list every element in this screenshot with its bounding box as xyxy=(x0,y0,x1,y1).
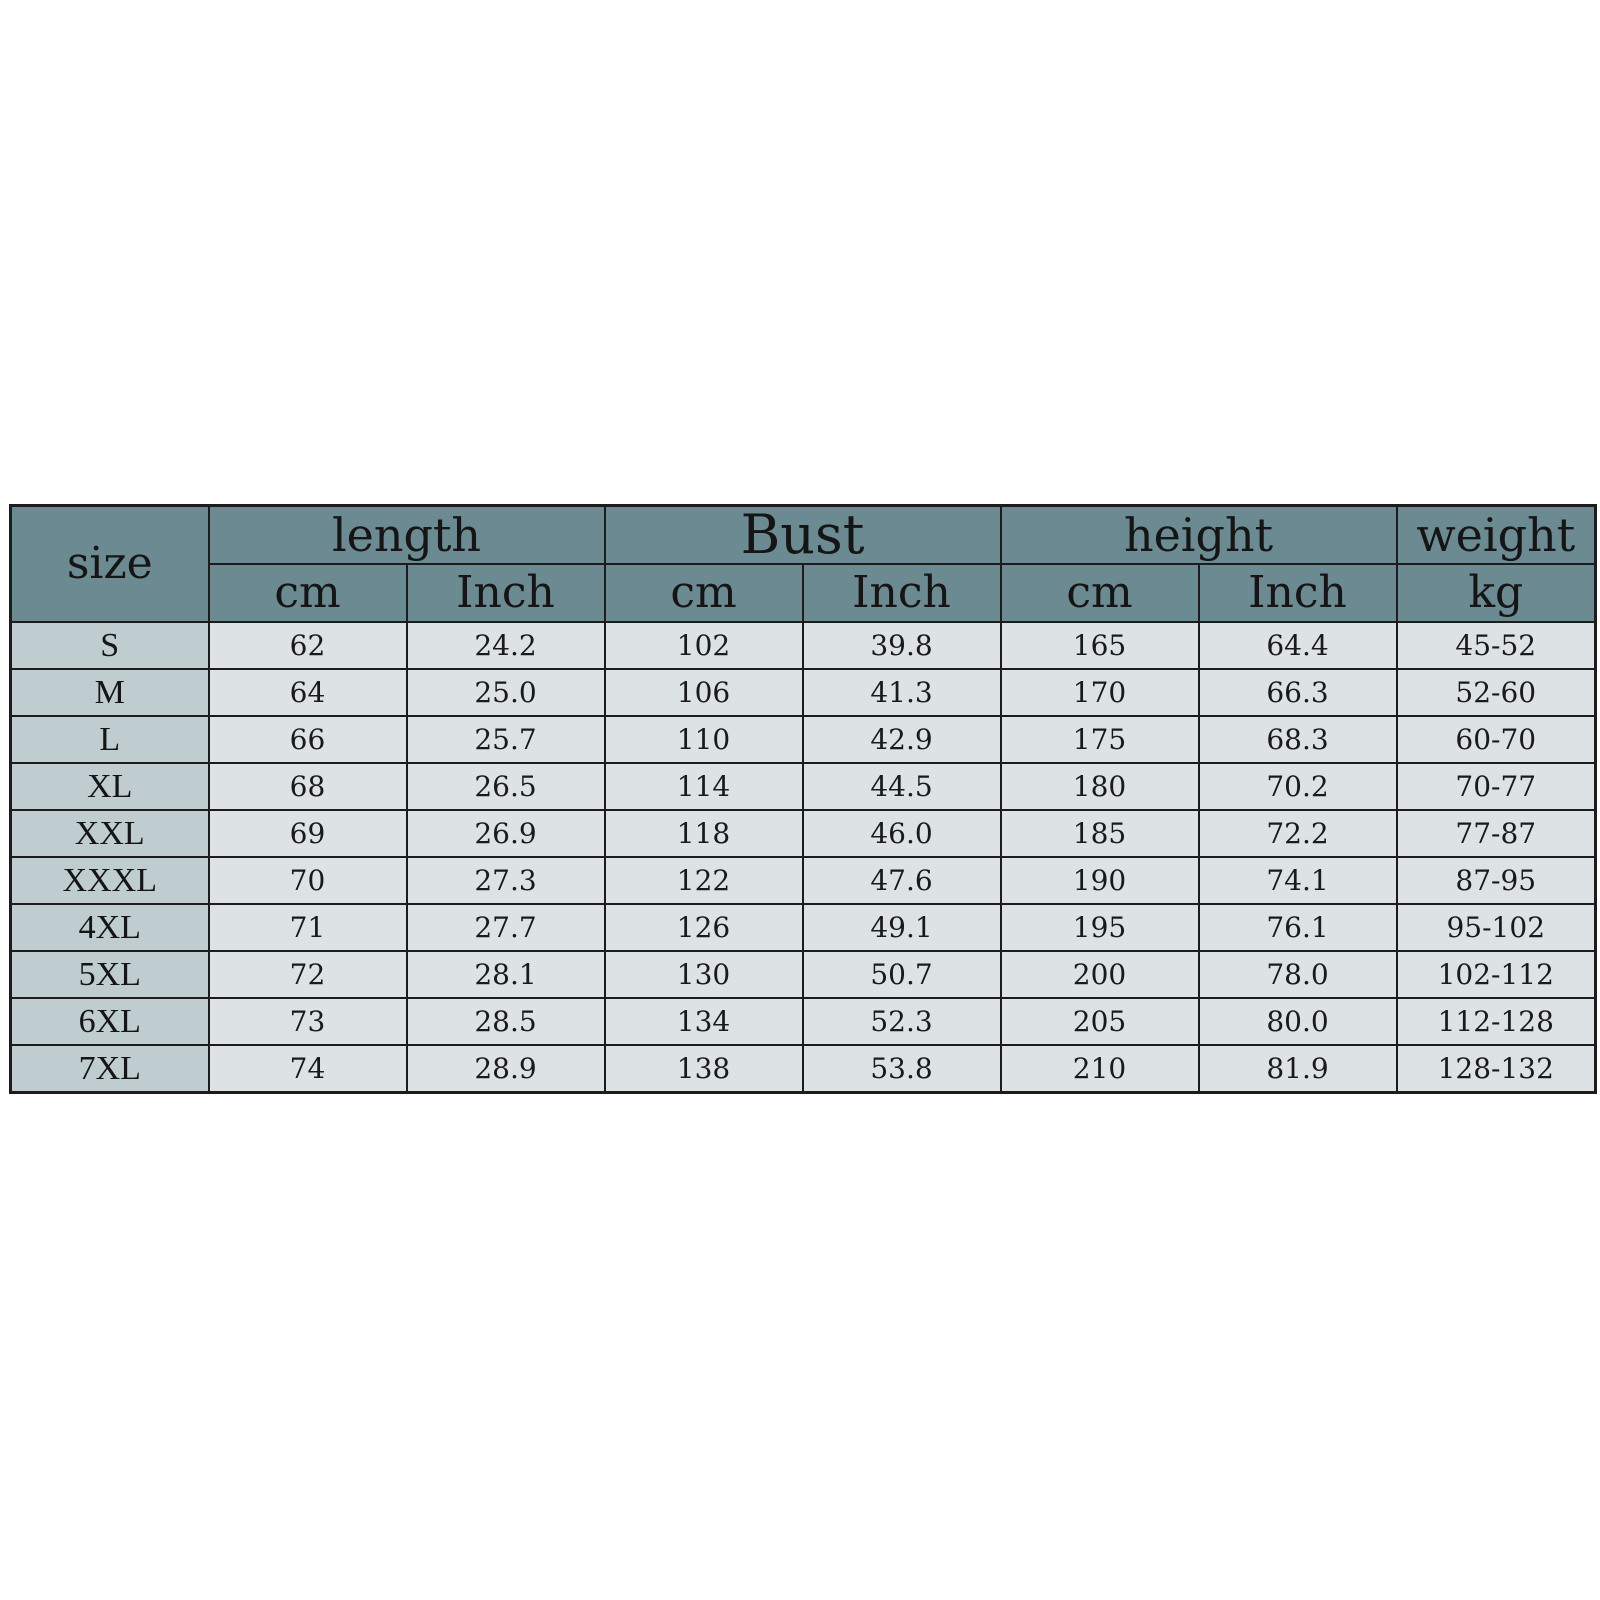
length-inch-header: Inch xyxy=(407,564,605,622)
size-cell: XL xyxy=(11,763,209,810)
bust-cm-cell: 114 xyxy=(605,763,803,810)
height-inch-cell: 81.9 xyxy=(1199,1045,1397,1093)
length-inch-cell: 28.1 xyxy=(407,951,605,998)
length-inch-cell: 26.9 xyxy=(407,810,605,857)
length-inch-cell: 26.5 xyxy=(407,763,605,810)
weight-kg-cell: 70-77 xyxy=(1397,763,1596,810)
bust-inch-cell: 47.6 xyxy=(803,857,1001,904)
size-cell: 5XL xyxy=(11,951,209,998)
bust-header: Bust xyxy=(605,506,1001,565)
height-inch-cell: 70.2 xyxy=(1199,763,1397,810)
bust-cm-cell: 110 xyxy=(605,716,803,763)
table-body xyxy=(11,622,1596,1093)
table-row xyxy=(11,669,1596,716)
bust-inch-cell: 53.8 xyxy=(803,1045,1001,1093)
height-inch-cell: 64.4 xyxy=(1199,622,1397,669)
bust-cm-cell: 118 xyxy=(605,810,803,857)
table-row xyxy=(11,951,1596,998)
height-header: height xyxy=(1001,506,1397,565)
weight-kg-cell: 77-87 xyxy=(1397,810,1596,857)
weight-kg-header: kg xyxy=(1397,564,1596,622)
height-cm-cell: 185 xyxy=(1001,810,1199,857)
weight-header: weight xyxy=(1397,506,1596,565)
weight-kg-cell: 95-102 xyxy=(1397,904,1596,951)
size-cell: 6XL xyxy=(11,998,209,1045)
height-cm-cell: 170 xyxy=(1001,669,1199,716)
length-inch-cell: 24.2 xyxy=(407,622,605,669)
height-cm-cell: 200 xyxy=(1001,951,1199,998)
weight-kg-cell: 128-132 xyxy=(1397,1045,1596,1093)
bust-inch-cell: 46.0 xyxy=(803,810,1001,857)
length-cm-cell: 72 xyxy=(209,951,407,998)
bust-inch-cell: 41.3 xyxy=(803,669,1001,716)
height-inch-cell: 78.0 xyxy=(1199,951,1397,998)
weight-kg-cell: 52-60 xyxy=(1397,669,1596,716)
weight-kg-cell: 60-70 xyxy=(1397,716,1596,763)
table-row xyxy=(11,716,1596,763)
table-row xyxy=(11,904,1596,951)
length-cm-cell: 64 xyxy=(209,669,407,716)
bust-inch-cell: 42.9 xyxy=(803,716,1001,763)
bust-inch-cell: 44.5 xyxy=(803,763,1001,810)
height-inch-cell: 66.3 xyxy=(1199,669,1397,716)
header-group-row xyxy=(11,506,1596,565)
bust-cm-cell: 130 xyxy=(605,951,803,998)
bust-cm-cell: 106 xyxy=(605,669,803,716)
height-inch-cell: 74.1 xyxy=(1199,857,1397,904)
height-inch-cell: 72.2 xyxy=(1199,810,1397,857)
height-inch-cell: 76.1 xyxy=(1199,904,1397,951)
size-cell: XXL xyxy=(11,810,209,857)
length-cm-cell: 68 xyxy=(209,763,407,810)
table-row xyxy=(11,810,1596,857)
bust-cm-cell: 102 xyxy=(605,622,803,669)
height-inch-header: Inch xyxy=(1199,564,1397,622)
weight-kg-cell: 87-95 xyxy=(1397,857,1596,904)
table-row xyxy=(11,622,1596,669)
height-cm-cell: 180 xyxy=(1001,763,1199,810)
height-cm-cell: 165 xyxy=(1001,622,1199,669)
length-cm-header: cm xyxy=(209,564,407,622)
length-inch-cell: 25.7 xyxy=(407,716,605,763)
length-cm-cell: 69 xyxy=(209,810,407,857)
bust-inch-cell: 39.8 xyxy=(803,622,1001,669)
bust-inch-cell: 49.1 xyxy=(803,904,1001,951)
weight-kg-cell: 112-128 xyxy=(1397,998,1596,1045)
height-cm-cell: 205 xyxy=(1001,998,1199,1045)
size-cell: L xyxy=(11,716,209,763)
height-cm-cell: 175 xyxy=(1001,716,1199,763)
table-row xyxy=(11,857,1596,904)
height-inch-cell: 68.3 xyxy=(1199,716,1397,763)
size-chart-table xyxy=(9,504,1597,1094)
length-cm-cell: 66 xyxy=(209,716,407,763)
length-inch-cell: 27.7 xyxy=(407,904,605,951)
bust-inch-header: Inch xyxy=(803,564,1001,622)
length-cm-cell: 74 xyxy=(209,1045,407,1093)
table-row xyxy=(11,998,1596,1045)
header-unit-row xyxy=(11,564,1596,622)
size-cell: XXXL xyxy=(11,857,209,904)
length-inch-cell: 28.9 xyxy=(407,1045,605,1093)
size-cell: S xyxy=(11,622,209,669)
weight-kg-cell: 45-52 xyxy=(1397,622,1596,669)
length-inch-cell: 25.0 xyxy=(407,669,605,716)
table-header xyxy=(11,506,1596,623)
bust-inch-cell: 50.7 xyxy=(803,951,1001,998)
size-cell: M xyxy=(11,669,209,716)
height-inch-cell: 80.0 xyxy=(1199,998,1397,1045)
length-cm-cell: 70 xyxy=(209,857,407,904)
length-cm-cell: 73 xyxy=(209,998,407,1045)
height-cm-cell: 195 xyxy=(1001,904,1199,951)
bust-cm-cell: 134 xyxy=(605,998,803,1045)
length-inch-cell: 28.5 xyxy=(407,998,605,1045)
height-cm-cell: 190 xyxy=(1001,857,1199,904)
table-row xyxy=(11,763,1596,810)
length-cm-cell: 62 xyxy=(209,622,407,669)
height-cm-header: cm xyxy=(1001,564,1199,622)
length-inch-cell: 27.3 xyxy=(407,857,605,904)
length-cm-cell: 71 xyxy=(209,904,407,951)
size-cell: 7XL xyxy=(11,1045,209,1093)
size-header: size xyxy=(11,506,209,623)
bust-cm-header: cm xyxy=(605,564,803,622)
weight-kg-cell: 102-112 xyxy=(1397,951,1596,998)
bust-cm-cell: 138 xyxy=(605,1045,803,1093)
table-row xyxy=(11,1045,1596,1093)
bust-cm-cell: 122 xyxy=(605,857,803,904)
bust-inch-cell: 52.3 xyxy=(803,998,1001,1045)
length-header: length xyxy=(209,506,605,565)
bust-cm-cell: 126 xyxy=(605,904,803,951)
size-cell: 4XL xyxy=(11,904,209,951)
height-cm-cell: 210 xyxy=(1001,1045,1199,1093)
